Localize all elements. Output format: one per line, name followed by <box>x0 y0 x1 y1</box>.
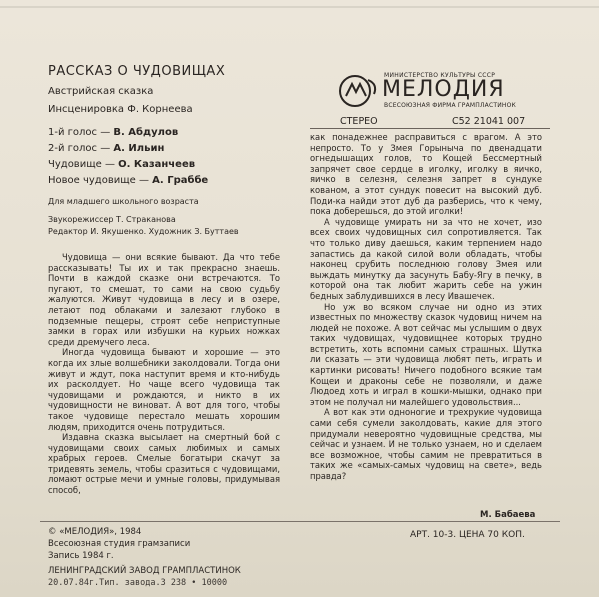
subtitle-adaptation: Инсценировка Ф. Корнеева <box>48 104 193 115</box>
liner-notes-left <box>48 252 280 496</box>
subtitle-genre: Австрийская сказка <box>48 86 154 97</box>
logo-firm-text: ВСЕСОЮЗНАЯ ФИРМА ГРАМПЛАСТИНОК <box>384 102 517 109</box>
header-divider <box>310 128 550 129</box>
cast-role: 1-й голос — <box>48 127 111 138</box>
print-run-stamp: 20.07.84г.Тип. завода.3 238 • 10000 <box>48 578 228 588</box>
recording-year: Запись 1984 г. <box>48 551 114 561</box>
age-note: Для младшего школьного возраста <box>48 197 199 206</box>
cast-name: О. Казанчеев <box>118 159 196 170</box>
price-label: АРТ. 10-3. ЦЕНА 70 КОП. <box>410 530 525 540</box>
liner-notes-right <box>310 132 542 482</box>
author-signature: М. Бабаева <box>480 510 536 520</box>
cast-row <box>48 127 178 138</box>
cast-role: Чудовище — <box>48 159 115 170</box>
liner-paragraph: Чудовища — они всякие бывают. Да что тебе рассказывать! Ты их и так прекрасно знаешь. Почти в каждой сказке они встречаются. То пугают, то смешат, то сами на свою судьбу жалуются. Живут чудовища в лесу и в озере, летают под облаками и залезают глубоко в подземные пещеры, строят себе неприступные замки в горах или избушки на курьих ножках среди дремучего леса. <box>48 252 280 347</box>
imprint-divider <box>40 521 560 522</box>
liner-paragraph: А вот как эти одноногие и трехрукие чудовища сами себя сумели заколдовать, какие для этого придумали невероятно чудовищные средства, мы сейчас и узнаем. И не только узнаем, но и сделаем все возможное, чтобы самим не превратиться в таких же «самых-самых чудовищ на свете», ведь правда? <box>310 407 542 481</box>
liner-paragraph: Но уж во всяком случае ни одно из этих известных по множеству сказок чудовищ ничем на людей не похоже. А вот сейчас мы услышим о двух таких чудовищах, чудовищнее которых трудно встретить, хоть вспомни самых страшных. Шутка ли сказать — эти чудовища любят петь, играть и картинки рисовать! Ничего подобного всякие там Кощеи и драконы себе не позволяли, и даже Людоед хоть и играл в кошки-мышки, однако при этом не получал ни малейшего удовольствия... <box>310 301 542 407</box>
catalog-number: С52 21041 007 <box>452 116 526 127</box>
liner-paragraph: А чудовище умирать ни за что не хочет, изо всех своих чудовищных сил сопротивляется. Так что только диву даешься, каким терпением надо запастись да какой силой воли обладать, чтобы наконец срубить последнюю голову Змея или выждать минутку да засунуть Бабу-Ягу в печку, в которой она так любит жарить себе на ужин бедных заблудившихся в лесу Ивашечек. <box>310 216 542 301</box>
cast-row <box>48 143 164 154</box>
liner-paragraph: Издавна сказка высылает на смертный бой с чудовищами своих самых любимых и самых храбрых героев. Смелые богатыри скачут за тридевять земель, чтобы сразиться с чудовищами, ломают острые мечи и умные головы, придумывая способ, <box>48 432 280 496</box>
copyright-line: © «МЕЛОДИЯ», 1984 <box>48 527 142 537</box>
melodiya-emblem-icon <box>338 74 380 108</box>
liner-paragraph: Иногда чудовища бывают и хорошие — это когда их злые волшебники заколдовали. Тогда они живут и ждут, пока наступит время и кто-нибудь их расколдует. Но чаще всего чудовища так чудовищами и рождаются, и никто в их чудовищности не виноват. А вот для того, чтобы такое чудовище перестало мешать хорошим людям, приходится очень потрудиться. <box>48 347 280 432</box>
cast-name: В. Абдулов <box>113 127 179 138</box>
studio-line: Всесоюзная студия грамзаписи <box>48 539 191 549</box>
liner-paragraph: как понадежнее расправиться с врагом. А это непросто. То у Змея Горыныча по двенадцати огнедышащих голов, то Кощей Бессмертный запрячет свое сердце в иголку, иголку в яичко, яичко в селезня, селезня запрет в сундуке кованом, а этот сундук повесит на высокий дуб. Поди-ка найди этот дуб да разберись, что к чему, пока доберешься, до этой иголки! <box>310 132 542 217</box>
stereo-label: СТЕРЕО <box>340 116 378 127</box>
melodiya-logo <box>338 66 552 112</box>
cast-name: А. Ильин <box>113 143 165 154</box>
plant-name: ЛЕНИНГРАДСКИЙ ЗАВОД ГРАМПЛАСТИНОК <box>48 566 241 576</box>
cast-row <box>48 159 195 170</box>
album-title: РАССКАЗ О ЧУДОВИЩАХ <box>48 64 226 79</box>
cast-role: Новое чудовище — <box>48 175 149 186</box>
sleeve-fold <box>0 6 599 8</box>
credits-editor: Редактор И. Якушенко. Художник З. Буттаев <box>48 227 239 236</box>
logo-ministry-text: МИНИСТЕРСТВО КУЛЬТУРЫ СССР <box>384 72 496 79</box>
cast-row <box>48 175 208 186</box>
cast-role: 2-й голос — <box>48 143 111 154</box>
logo-brand-name: МЕЛОДИЯ <box>382 77 505 102</box>
cast-name: А. Граббе <box>152 175 209 186</box>
credits-sound: Звукорежиссер Т. Страканова <box>48 215 176 224</box>
